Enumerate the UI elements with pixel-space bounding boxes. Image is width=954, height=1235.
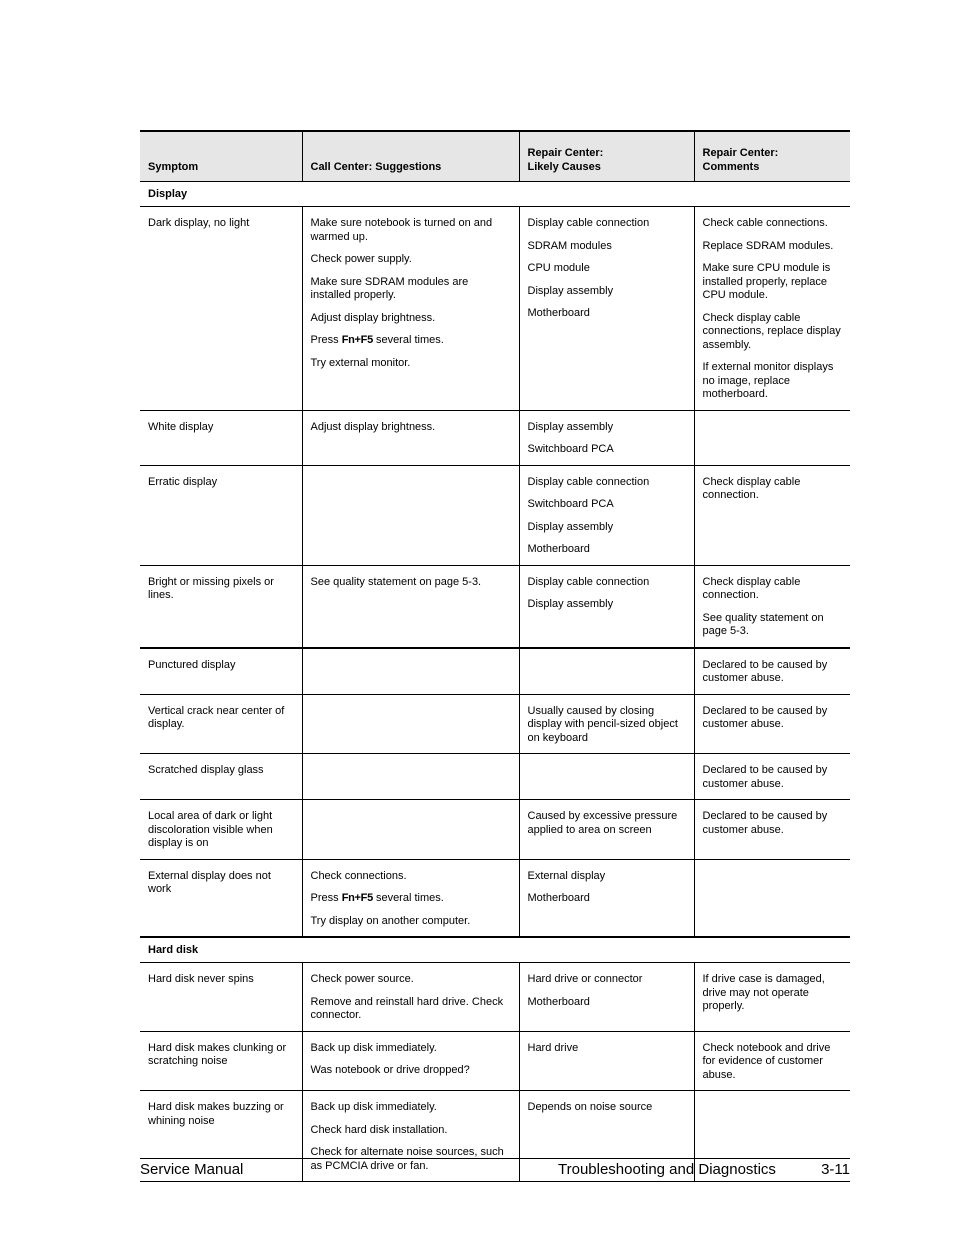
cause-line: Switchboard PCA <box>527 443 614 455</box>
comment-cell <box>694 465 850 565</box>
symptom-cell: External display does not work <box>140 859 302 937</box>
symptom-cell: Scratched display glass <box>140 754 302 800</box>
comment-cell <box>694 648 850 695</box>
comment-line: Declared to be caused by customer abuse. <box>702 764 828 790</box>
cause-line: Display assembly <box>527 284 614 297</box>
suggestion-line: Adjust display brightness. <box>310 311 436 324</box>
comment-cell <box>694 800 850 860</box>
comment-cell <box>694 754 850 800</box>
suggestion-line: Adjust display brightness. <box>310 420 436 433</box>
header-symptom-label: Symptom <box>148 160 199 173</box>
table-row <box>140 207 850 411</box>
symptom-cell: Dark display, no light <box>140 207 302 411</box>
table-row <box>140 800 850 860</box>
footer-manual-title: Service Manual <box>140 1161 244 1178</box>
cause-line: Caused by excessive pressure applied to area on screen <box>527 810 678 836</box>
footer-page-number: 3-11 <box>821 1161 850 1178</box>
comment-cell <box>694 694 850 754</box>
symptom-cell: Hard disk makes clunking or scratching noise <box>140 1031 302 1091</box>
suggestion-line: Check power source. <box>310 973 414 985</box>
comment-line: Declared to be caused by customer abuse. <box>702 704 828 730</box>
cause-line: Display assembly <box>527 520 614 533</box>
comment-cell <box>694 207 850 411</box>
table-row <box>140 694 850 754</box>
cause-line: Depends on noise source <box>527 1101 653 1113</box>
table-header <box>140 131 850 182</box>
cause-line: Hard drive <box>527 1041 579 1054</box>
suggestion-cell <box>302 754 519 800</box>
symptom-cell: Hard disk never spins <box>140 963 302 1032</box>
comment-line: See quality statement on page 5-3. <box>702 611 824 637</box>
footer-rule <box>140 1158 850 1159</box>
suggestion-cell <box>302 565 519 648</box>
comment-cell <box>694 410 850 465</box>
header-comments <box>694 131 850 182</box>
suggestion-cell <box>302 963 519 1032</box>
cause-cell <box>519 694 694 754</box>
symptom-cell: Local area of dark or light discoloration visible when display is on <box>140 800 302 860</box>
suggestion-line: Make sure SDRAM modules are installed properly. <box>310 275 469 301</box>
suggestion-line: Check power supply. <box>310 253 412 265</box>
cause-cell <box>519 207 694 411</box>
symptom-cell: Hard disk makes buzzing or whining noise <box>140 1091 302 1182</box>
comment-line: Declared to be caused by customer abuse. <box>702 658 828 684</box>
cause-line: Display assembly <box>527 598 614 610</box>
suggestion-line: Try display on another computer. <box>310 914 471 927</box>
comment-line: Replace SDRAM modules. <box>702 239 834 252</box>
section-title: Display <box>140 182 850 207</box>
comment-line: Declared to be caused by customer abuse. <box>702 810 828 836</box>
suggestion-cell <box>302 410 519 465</box>
suggestion-cell <box>302 694 519 754</box>
suggestion-cell <box>302 859 519 937</box>
cause-cell <box>519 648 694 695</box>
cause-line: SDRAM modules <box>527 239 612 252</box>
header-symptom <box>140 131 302 182</box>
suggestion-line: Check hard disk installation. <box>310 1123 448 1136</box>
comment-line: If external monitor displays no image, replace motherboard. <box>702 361 834 400</box>
suggestion-line: Check connections. <box>310 869 407 882</box>
section-row <box>140 182 850 207</box>
cause-line: Motherboard <box>527 307 590 319</box>
table-row <box>140 1031 850 1091</box>
header-likely-causes-label: Repair Center: Likely Causes <box>527 147 604 173</box>
comment-cell <box>694 565 850 648</box>
cause-line: Display assembly <box>527 420 614 433</box>
cause-line: Hard drive or connector <box>527 973 643 985</box>
table-body <box>140 182 850 1182</box>
suggestion-line: Press Fn+F5 several times. <box>310 334 444 346</box>
cause-cell <box>519 1031 694 1091</box>
suggestion-line: Back up disk immediately. <box>310 1041 437 1054</box>
cause-cell <box>519 859 694 937</box>
symptom-cell: Punctured display <box>140 648 302 695</box>
cause-line: Usually caused by closing display with pencil-sized object on keyboard <box>527 704 678 744</box>
table-row <box>140 465 850 565</box>
table-row <box>140 648 850 695</box>
comment-line: Check notebook and drive for evidence of customer abuse. <box>702 1041 831 1081</box>
suggestion-line: Try external monitor. <box>310 356 411 369</box>
troubleshooting-table <box>140 130 850 1182</box>
suggestion-line: Remove and reinstall hard drive. Check connector. <box>310 995 504 1021</box>
table-row <box>140 410 850 465</box>
header-call-center-label: Call Center: Suggestions <box>310 160 442 173</box>
section-row <box>140 937 850 963</box>
suggestion-cell <box>302 648 519 695</box>
symptom-cell: Vertical crack near center of display. <box>140 694 302 754</box>
suggestion-line: Check for alternate noise sources, such as PCMCIA drive or fan. <box>310 1146 504 1172</box>
comment-line: Check display cable connections, replace display assembly. <box>702 311 841 351</box>
header-likely-causes <box>519 131 694 182</box>
cause-line: Switchboard PCA <box>527 498 614 510</box>
comment-line: Check display cable connection. <box>702 475 801 501</box>
comment-line: Make sure CPU module is installed properly, replace CPU module. <box>702 262 831 301</box>
cause-cell <box>519 963 694 1032</box>
suggestion-cell <box>302 1091 519 1182</box>
comment-line: If drive case is damaged, drive may not operate properly. <box>702 973 825 1012</box>
suggestion-cell <box>302 465 519 565</box>
comment-cell <box>694 859 850 937</box>
cause-line: Motherboard <box>527 892 590 904</box>
cause-line: Motherboard <box>527 543 590 555</box>
key-combo: Fn+F5 <box>341 892 373 904</box>
footer-chapter-title: Troubleshooting and Diagnostics <box>558 1161 776 1178</box>
comment-line: Check display cable connection. <box>702 575 801 601</box>
table-row <box>140 963 850 1032</box>
key-combo: Fn+F5 <box>341 334 373 346</box>
suggestion-cell <box>302 800 519 860</box>
comment-line: Check cable connections. <box>702 217 828 229</box>
header-comments-label: Repair Center: Comments <box>702 147 779 173</box>
cause-line: External display <box>527 869 606 882</box>
cause-line: Motherboard <box>527 995 590 1008</box>
cause-cell <box>519 800 694 860</box>
suggestion-line: See quality statement on page 5-3. <box>310 575 482 588</box>
suggestion-line: Back up disk immediately. <box>310 1101 437 1113</box>
symptom-cell: White display <box>140 410 302 465</box>
suggestion-line: Make sure notebook is turned on and warmed up. <box>310 217 493 243</box>
symptom-cell: Bright or missing pixels or lines. <box>140 565 302 648</box>
suggestion-cell <box>302 207 519 411</box>
suggestion-cell <box>302 1031 519 1091</box>
table-row <box>140 754 850 800</box>
cause-line: Display cable connection <box>527 475 650 488</box>
symptom-cell: Erratic display <box>140 465 302 565</box>
cause-line: Display cable connection <box>527 575 650 588</box>
suggestion-line: Press Fn+F5 several times. <box>310 892 444 904</box>
suggestion-line: Was notebook or drive dropped? <box>310 1064 470 1076</box>
comment-cell <box>694 963 850 1032</box>
comment-cell <box>694 1031 850 1091</box>
table-row <box>140 859 850 937</box>
cause-cell <box>519 565 694 648</box>
cause-cell <box>519 410 694 465</box>
cause-cell <box>519 465 694 565</box>
header-call-center <box>302 131 519 182</box>
cause-line: CPU module <box>527 262 590 274</box>
cause-line: Display cable connection <box>527 217 650 229</box>
table-row <box>140 565 850 648</box>
cause-cell <box>519 754 694 800</box>
section-title: Hard disk <box>140 937 850 963</box>
